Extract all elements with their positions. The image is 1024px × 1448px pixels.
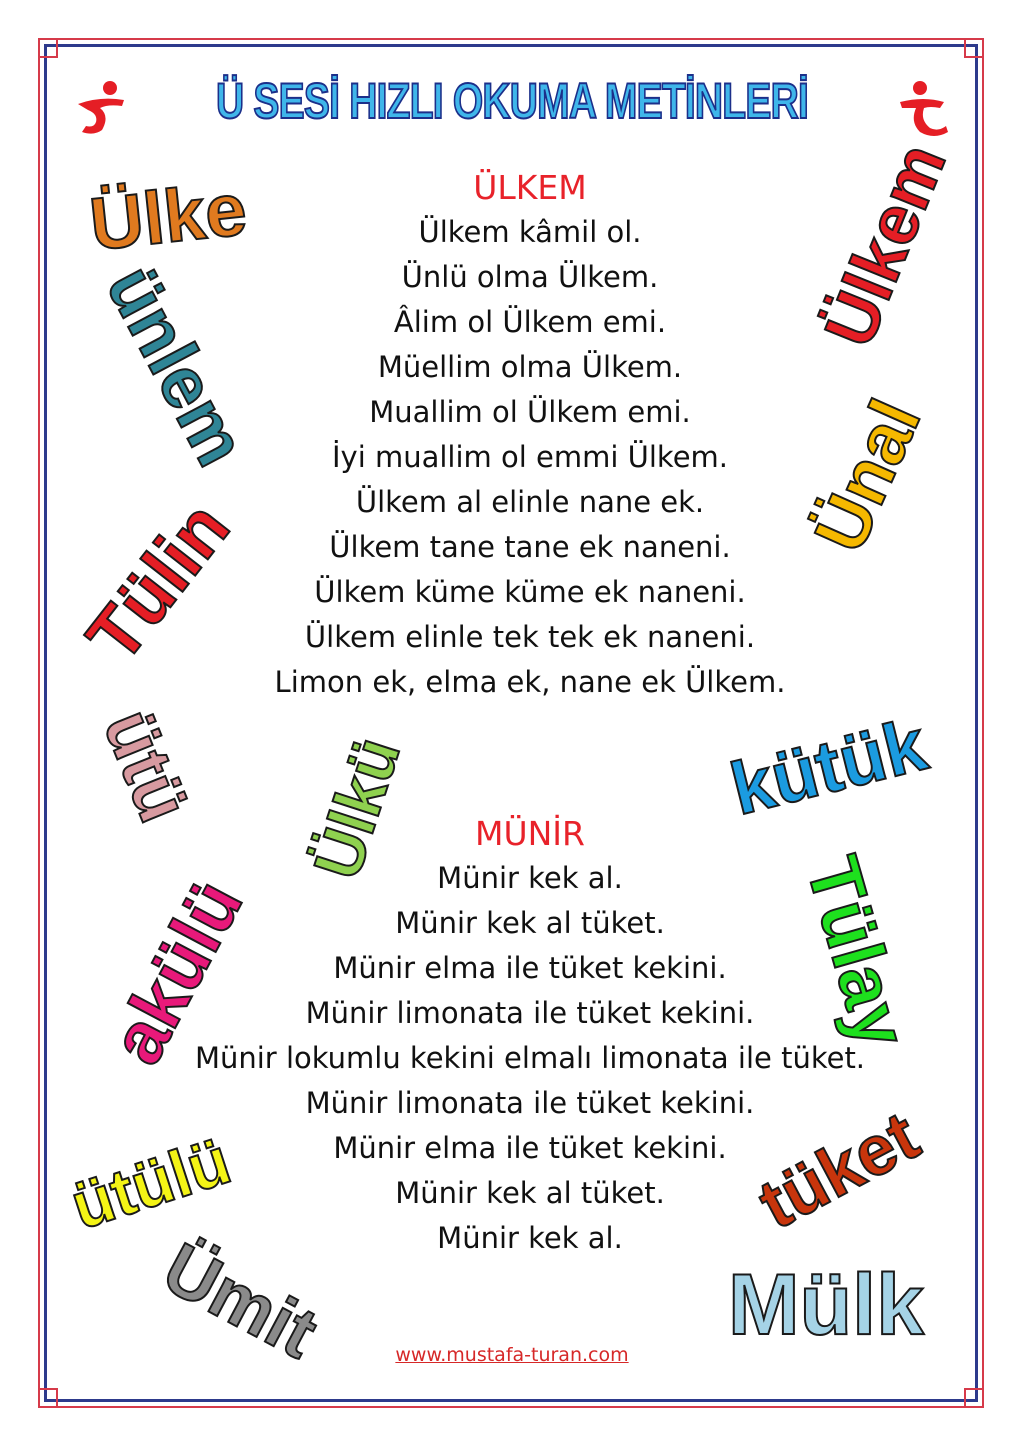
word-art-utu: ütü <box>87 699 205 833</box>
poem-line: Münir lokumlu kekini elmalı limonata ile tüket. <box>194 1041 866 1075</box>
word-art-tulay: Tülay <box>790 847 924 1057</box>
poem-line: Münir kek al tüket. <box>395 1176 665 1210</box>
poem-line: Müellim olma Ülkem. <box>377 350 683 384</box>
poem-line: Münir kek al. <box>437 861 623 895</box>
poem-line: Münir limonata ile tüket kekini. <box>305 1086 755 1120</box>
poem-line: Muallim ol Ülkem emi. <box>369 395 691 429</box>
poem-line: Limon ek, elma ek, nane ek Ülkem. <box>274 665 786 699</box>
poem-line: Münir kek al tüket. <box>395 906 665 940</box>
word-art-utulu: ütülü <box>62 1122 239 1244</box>
word-art-ulku: Ülkü <box>299 728 414 888</box>
word-art-umit: Ümit <box>150 1228 330 1374</box>
poem-line: Münir kek al. <box>437 1221 623 1255</box>
poem-title: ÜLKEM <box>473 168 587 207</box>
word-art-tuket: tüket <box>746 1096 931 1244</box>
poem-line: Âlim ol Ülkem emi. <box>393 305 667 339</box>
poem-line: Münir elma ile tüket kekini. <box>333 951 727 985</box>
word-art-kutuk: kütük <box>722 702 935 831</box>
footer-website-link[interactable]: www.mustafa-turan.com <box>395 1344 629 1366</box>
frame-corner-top-left <box>38 38 58 58</box>
word-art-unal: Ünal <box>799 388 937 564</box>
word-art-tulin: Tülin <box>70 486 246 677</box>
frame-corner-bottom-left <box>38 1388 58 1408</box>
poem-line: Münir elma ile tüket kekini. <box>333 1131 727 1165</box>
poem-line: İyi muallim ol emmi Ülkem. <box>331 440 729 474</box>
word-art-mulk: Mülk <box>728 1257 924 1353</box>
poem-line: Ülkem küme küme ek naneni. <box>314 575 746 609</box>
word-art-akulu: akülü <box>94 866 259 1077</box>
frame-corner-top-right <box>964 38 984 58</box>
poem-line: Ünlü olma Ülkem. <box>401 260 659 294</box>
poem-line: Ülkem al elinle nane ek. <box>355 485 705 519</box>
poem-line: Ülkem kâmil ol. <box>418 215 642 249</box>
poem-line: Ülkem elinle tek tek ek naneni. <box>304 620 756 654</box>
word-art-unlem: ünlem <box>90 253 262 479</box>
frame-corner-bottom-right <box>964 1388 984 1408</box>
poem-title: MÜNİR <box>475 814 585 853</box>
poem-ulkem <box>150 166 910 705</box>
poem-line: Ülkem tane tane ek naneni. <box>329 530 731 564</box>
poem-line: Münir limonata ile tüket kekini. <box>305 996 755 1030</box>
page-title: Ü SESİ HIZLI OKUMA METİNLERİ <box>215 73 809 129</box>
word-art-ulkem: Ülkem <box>809 132 961 358</box>
word-art-ulke: Ülke <box>86 167 251 266</box>
